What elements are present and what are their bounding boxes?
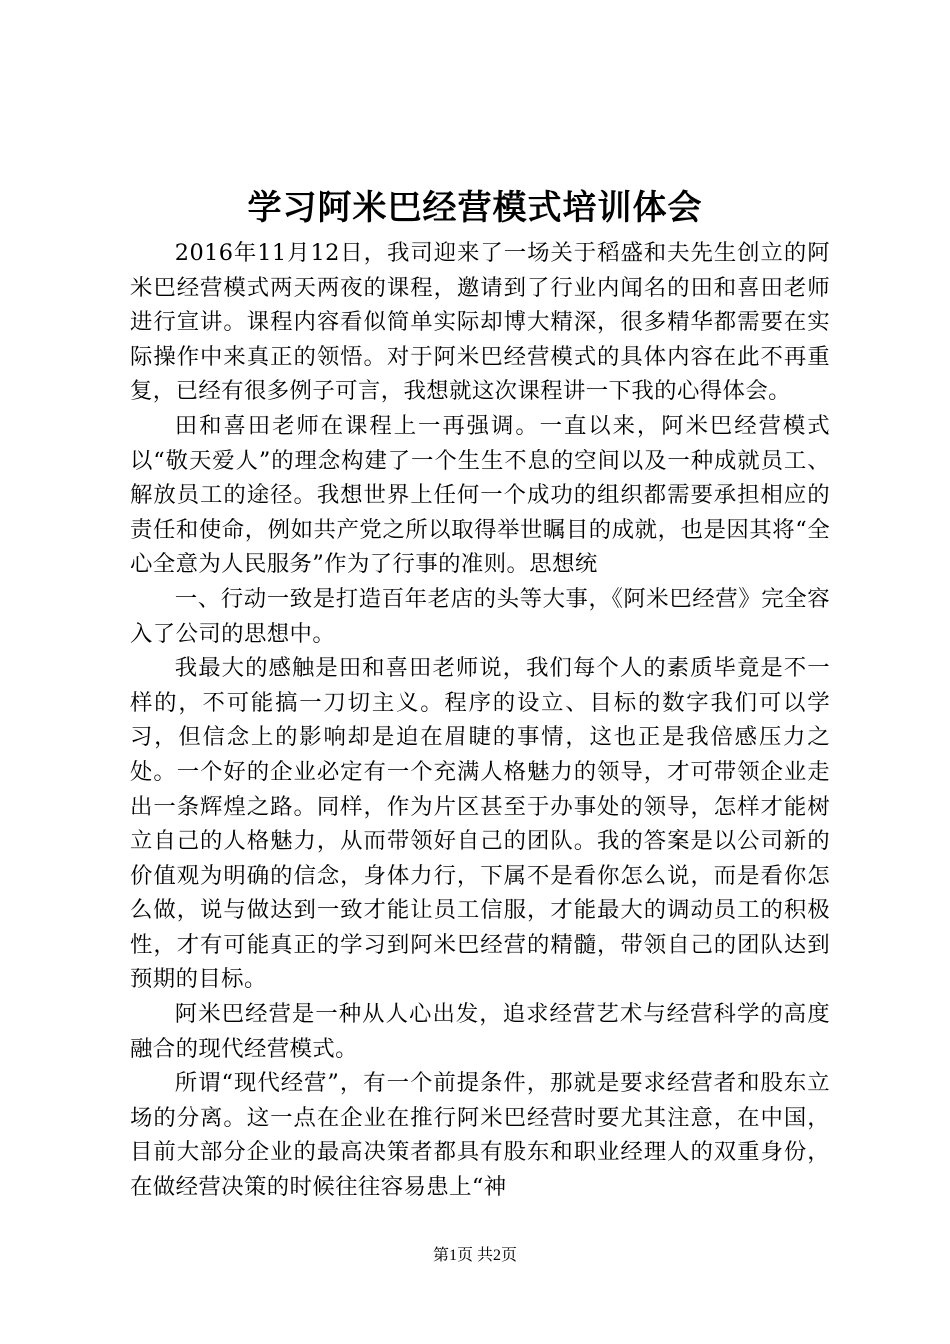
paragraph-6: 所谓“现代经营”，有一个前提条件，那就是要求经营者和股东立场的分离。这一点在企业在推行阿米巴经营时要尤其注意，在中国，目前大部分企业的最高决策者都具有股东和职业经理人的双重身份，在做经营决策的时候往往容易患上“神	[130, 1070, 830, 1201]
paragraph-5: 阿米巴经营是一种从人心出发，追求经营艺术与经营科学的高度融合的现代经营模式。	[130, 1001, 830, 1062]
paragraph-1: 2016年11月12日，我司迎来了一场关于稻盛和夫先生创立的阿米巴经营模式两天两夜的课程，邀请到了行业内闻名的田和喜田老师进行宣讲。课程内容看似简单实际却博大精深，很多精华都需要在实际操作中来真正的领悟。对于阿米巴经营模式的具体内容在此不再重复，已经有很多例子可言，我想就这次课程讲一下我的心得体会。	[130, 240, 830, 405]
document-body	[130, 236, 830, 1205]
paragraph-3: 一、行动一致是打造百年老店的头等大事，《阿米巴经营》完全容入了公司的思想中。	[130, 585, 830, 647]
document-title: 学习阿米巴经营模式培训体会	[247, 188, 703, 228]
paragraph-2: 田和喜田老师在课程上一再强调。一直以来，阿米巴经营模式以“敬天爱人”的理念构建了一个生生不息的空间以及一种成就员工、解放员工的途径。我想世界上任何一个成功的组织都需要承担相应的责任和使命，例如共产党之所以取得举世瞩目的成就，也是因其将“全心全意为人民服务”作为了行事的准则。思想统	[130, 412, 830, 578]
paragraph-4: 我最大的感触是田和喜田老师说，我们每个人的素质毕竟是不一样的，不可能搞一刀切主义。程序的设立、目标的数字我们可以学习，但信念上的影响却是迫在眉睫的事情，这也正是我倍感压力之处。一个好的企业必定有一个充满人格魅力的领导，才可带领企业走出一条辉煌之路。同样，作为片区甚至于办事处的领导，怎样才能树立自己的人格魅力，从而带领好自己的团队。我的答案是以公司新的价值观为明确的信念，身体力行，下属不是看你怎么说，而是看你怎么做，说与做达到一致才能让员工信服，才能最大的调动员工的积极性，才有可能真正的学习到阿米巴经营的精髓，带领自己的团队达到预期的目标。	[130, 655, 830, 993]
page-number-footer: 第1页 共2页	[432, 1247, 517, 1264]
